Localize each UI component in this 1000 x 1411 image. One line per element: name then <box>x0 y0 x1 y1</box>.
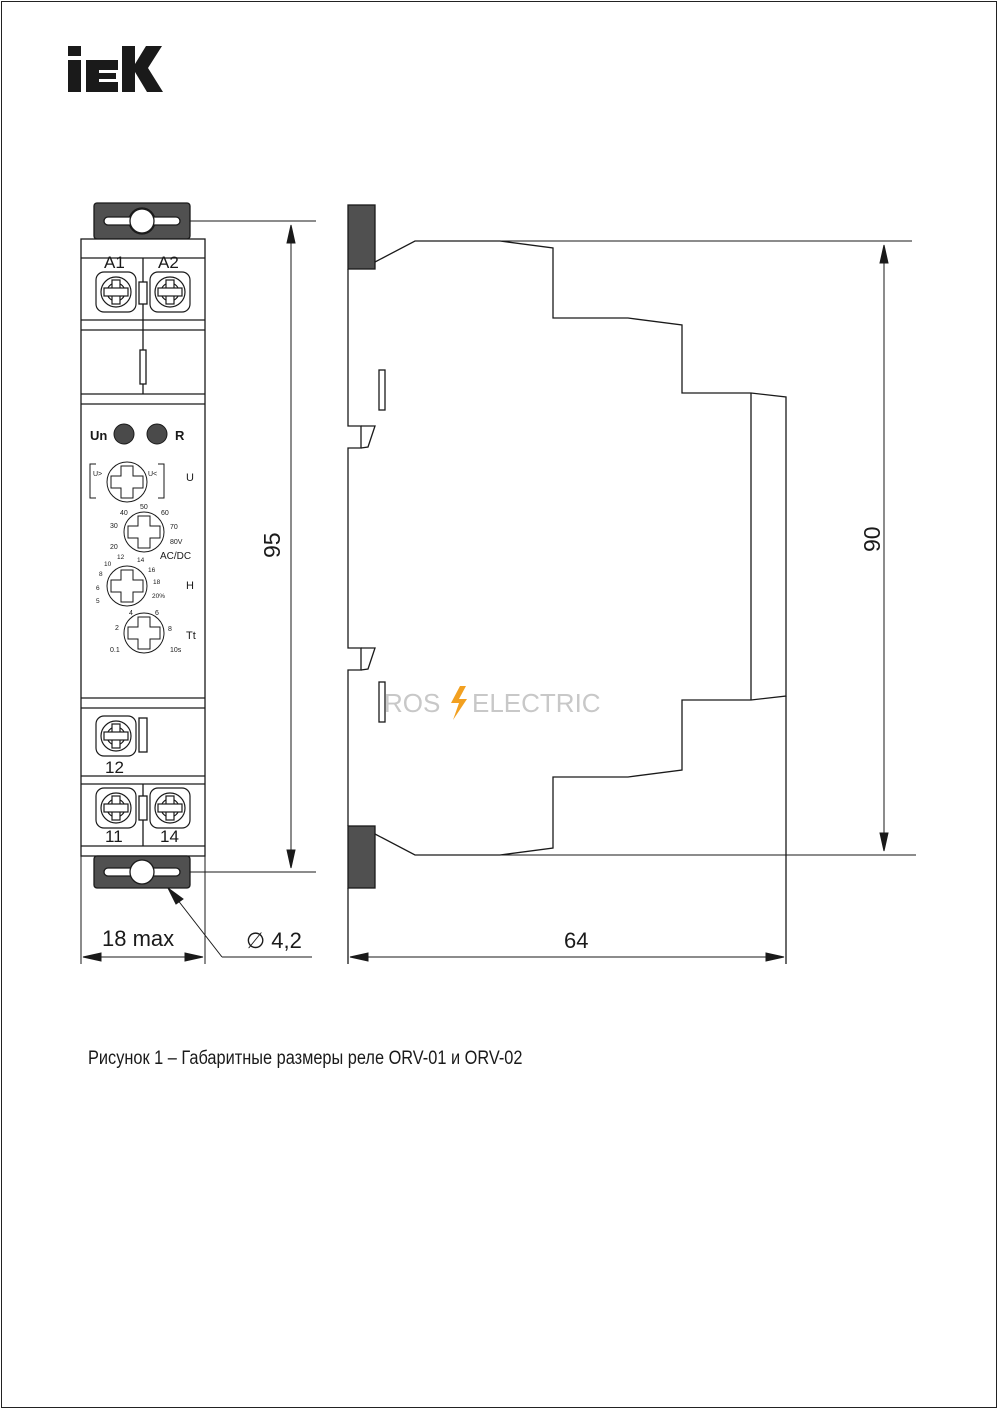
dial-tt-tick-10s: 10s <box>170 647 182 654</box>
terminal-label-a1: A1 <box>104 253 125 272</box>
dial-tt-tick-2: 2 <box>115 625 119 632</box>
dial-v-tick-80v: 80V <box>170 539 183 546</box>
dial-tt-tick-8: 8 <box>168 626 172 633</box>
dim-width-front: 18 max <box>102 926 175 951</box>
dial-v-tick-20: 20 <box>110 544 118 551</box>
side-view <box>348 205 786 964</box>
dial-h-tick-18: 18 <box>153 579 161 586</box>
side-clip-bottom <box>348 826 375 888</box>
dial-v-tick-30: 30 <box>110 523 118 530</box>
dial-tt-tick-4: 4 <box>129 610 133 617</box>
dial-u-right: U< <box>148 471 158 478</box>
dial-tt-tick-6: 6 <box>155 610 159 617</box>
dim-height-side: 90 <box>859 526 885 552</box>
dial-h-tick-8: 8 <box>99 571 103 578</box>
dial-h-tick-14: 14 <box>137 557 145 564</box>
dim-hole: ∅ 4,2 <box>246 928 302 953</box>
terminal-12-screw <box>96 716 136 756</box>
dim-height-front: 95 <box>259 532 285 558</box>
led-label-r: R <box>175 428 185 443</box>
terminal-label-12: 12 <box>105 758 124 777</box>
dial-h-tick-12: 12 <box>117 554 125 561</box>
terminal-14-screw <box>150 788 190 828</box>
led-un <box>114 424 134 444</box>
terminal-a1-screw <box>96 272 136 312</box>
bolt-icon <box>451 686 467 720</box>
dim-depth: 64 <box>564 928 589 953</box>
terminal-label-11: 11 <box>105 827 123 846</box>
dial-v-tick-50: 50 <box>140 504 148 511</box>
watermark-left: ROS <box>384 688 441 718</box>
dial-h-label: H <box>186 580 194 592</box>
dial-v-tick-60: 60 <box>161 510 169 517</box>
led-label-un: Un <box>90 428 108 443</box>
dial-h-tick-16: 16 <box>148 567 156 574</box>
dial-u-left: U> <box>93 471 103 478</box>
watermark-right: ELECTRIC <box>472 688 601 718</box>
dial-h-tick-6: 6 <box>96 585 100 592</box>
terminal-label-a2: A2 <box>158 253 179 272</box>
dial-v-unit: AC/DC <box>160 551 192 562</box>
figure-caption: Рисунок 1 – Габаритные размеры реле ORV-01 и ORV-02 <box>88 1048 523 1069</box>
dial-u-label: U <box>186 472 194 484</box>
terminal-11-screw <box>96 788 136 828</box>
dial-v-tick-70: 70 <box>170 524 178 531</box>
side-dimensions <box>350 241 916 961</box>
dial-h-tick-20: 20% <box>152 593 166 600</box>
led-r <box>147 424 167 444</box>
dial-v-tick-40: 40 <box>120 510 128 517</box>
watermark <box>384 686 601 720</box>
terminal-a2-screw <box>150 272 190 312</box>
dial-h-tick-5: 5 <box>96 598 100 605</box>
dial-h-tick-10: 10 <box>104 561 112 568</box>
dial-tt-tick-01: 0.1 <box>110 647 120 654</box>
side-clip-top <box>348 205 375 269</box>
dial-tt-label: Tt <box>186 630 196 642</box>
terminal-label-14: 14 <box>160 827 179 846</box>
